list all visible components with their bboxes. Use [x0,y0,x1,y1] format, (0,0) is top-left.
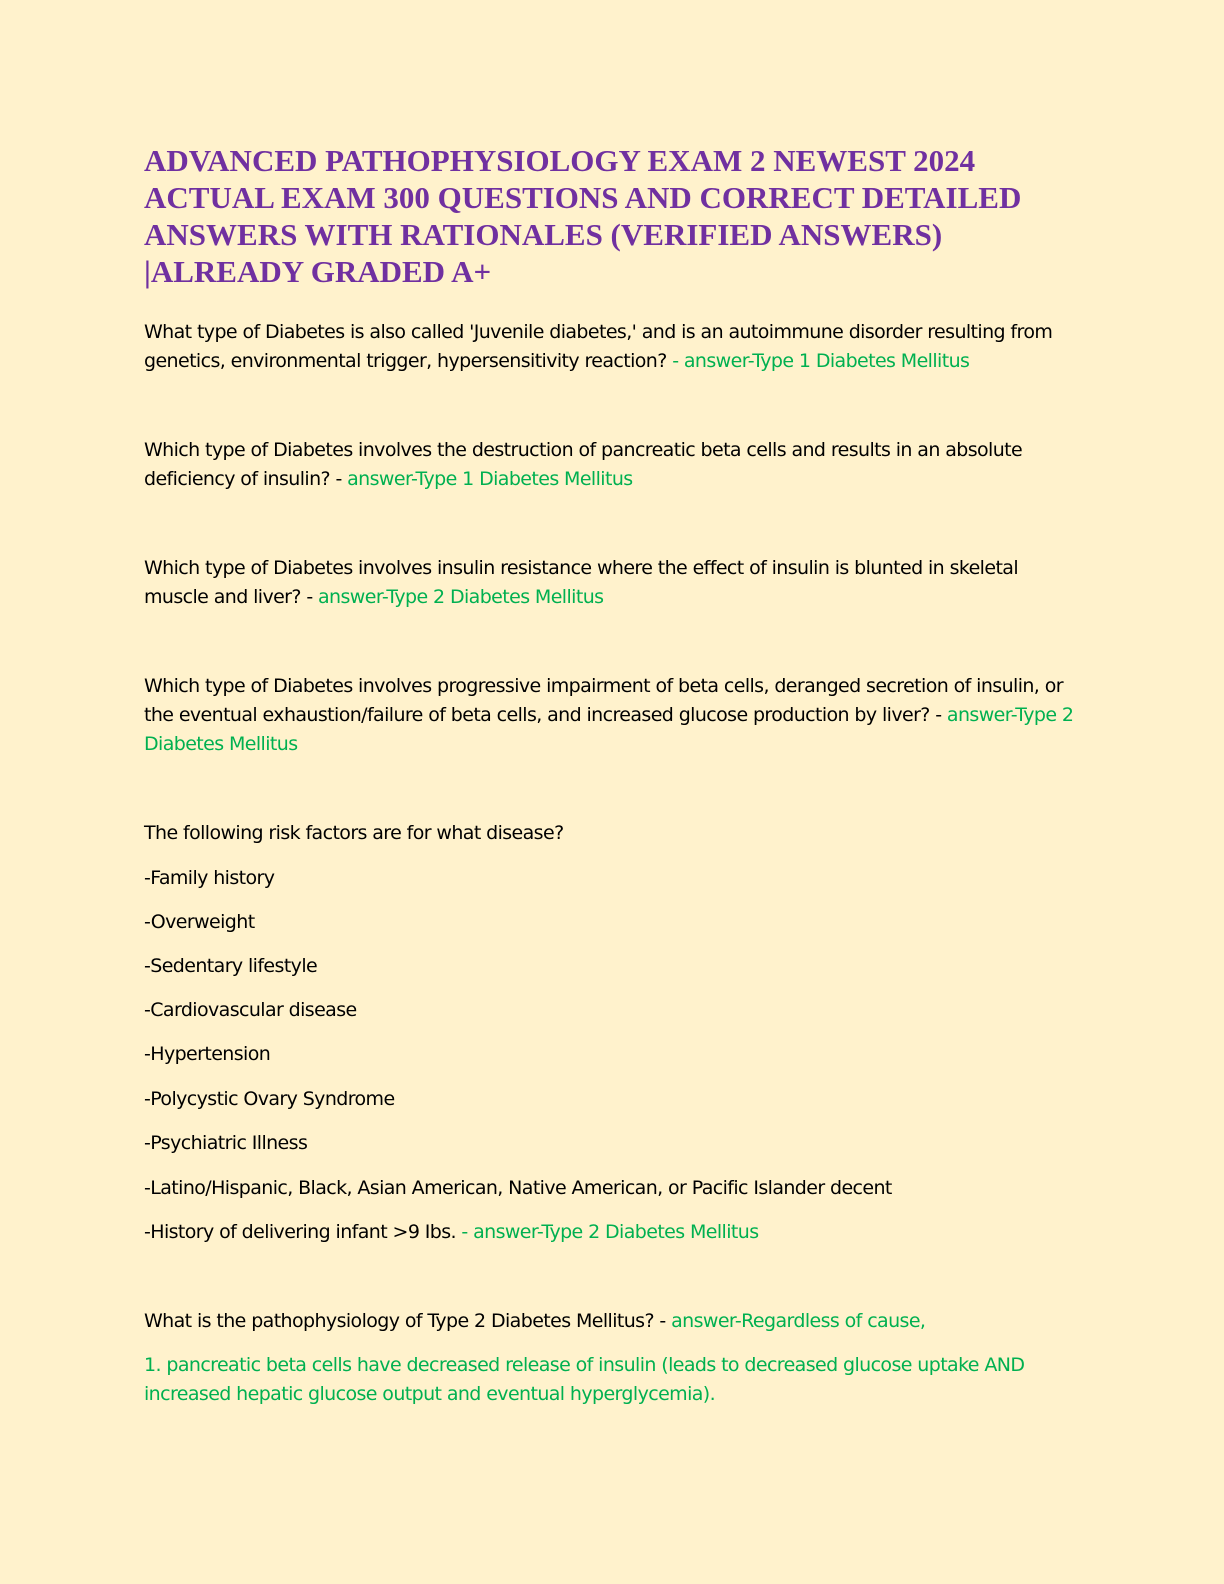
answer-text: answer-Regardless of cause, [665,1310,926,1332]
qa-item-3 [144,554,1084,612]
qa-item-1 [144,318,1084,376]
answer-text: - answer-Type 2 Diabetes Mellitus [455,1221,759,1243]
risk-item-text: -History of delivering infant >9 Ibs. [144,1221,456,1243]
risk-intro: The following risk factors are for what disease? [144,822,564,844]
answer-text: answer-Type 2 Diabetes Mellitus [144,704,1074,755]
document-title: ADVANCED PATHOPHYSIOLOGY EXAM 2 NEWEST 2024 ACTUAL EXAM 300 QUESTIONS AND CORRECT DETAILED ANSWERS WITH RATIONALES (VERIFIED ANSWERS) |ALREADY GRADED A+ [144,143,1022,289]
qa-item-4 [144,672,1084,759]
risk-last-item [144,1218,1084,1247]
risk-item: -Overweight [144,911,255,933]
question-text: Which type of Diabetes involves the destruction of pancreatic beta cells and results in an absolute deficiency of insulin? - [144,439,1023,490]
question-text: What is the pathophysiology of Type 2 Diabetes Mellitus? - [144,1310,666,1332]
qa-item-2 [144,436,1084,494]
document-page [144,142,1084,1409]
risk-item: -Psychiatric Illness [144,1132,308,1154]
risk-item: -Sedentary lifestyle [144,955,318,977]
risk-item: -Cardiovascular disease [144,999,357,1021]
answer-text: - answer-Type 1 Diabetes Mellitus [666,350,970,372]
answer-text: answer-Type 1 Diabetes Mellitus [341,468,633,490]
question-text: Which type of Diabetes involves insulin resistance where the effect of insulin is blunted in skeletal muscle and liver? - [144,557,1019,608]
qa-item-patho [144,1307,1084,1336]
answer-text: answer-Type 2 Diabetes Mellitus [312,586,604,608]
risk-item: -Polycystic Ovary Syndrome [144,1088,395,1110]
question-text: What type of Diabetes is also called 'Juvenile diabetes,' and is an autoimmune disorder resulting from genetics, environmental trigger, hypersensitivity reaction? [144,321,1053,372]
question-text: Which type of Diabetes involves progressive impairment of beta cells, deranged secretion of insulin, or the eventual exhaustion/failure of beta cells, and increased glucose production by liver? - [144,675,1063,726]
risk-item: -Hypertension [144,1043,271,1065]
answer-point-1: 1. pancreatic beta cells have decreased release of insulin (leads to decreased glucose uptake AND increased hepatic glucose output and eventual hyperglycemia). [144,1354,1025,1405]
risk-item: -Family history [144,867,275,889]
risk-item: -Latino/Hispanic, Black, Asian American, Native American, or Pacific Islander decent [144,1177,892,1199]
